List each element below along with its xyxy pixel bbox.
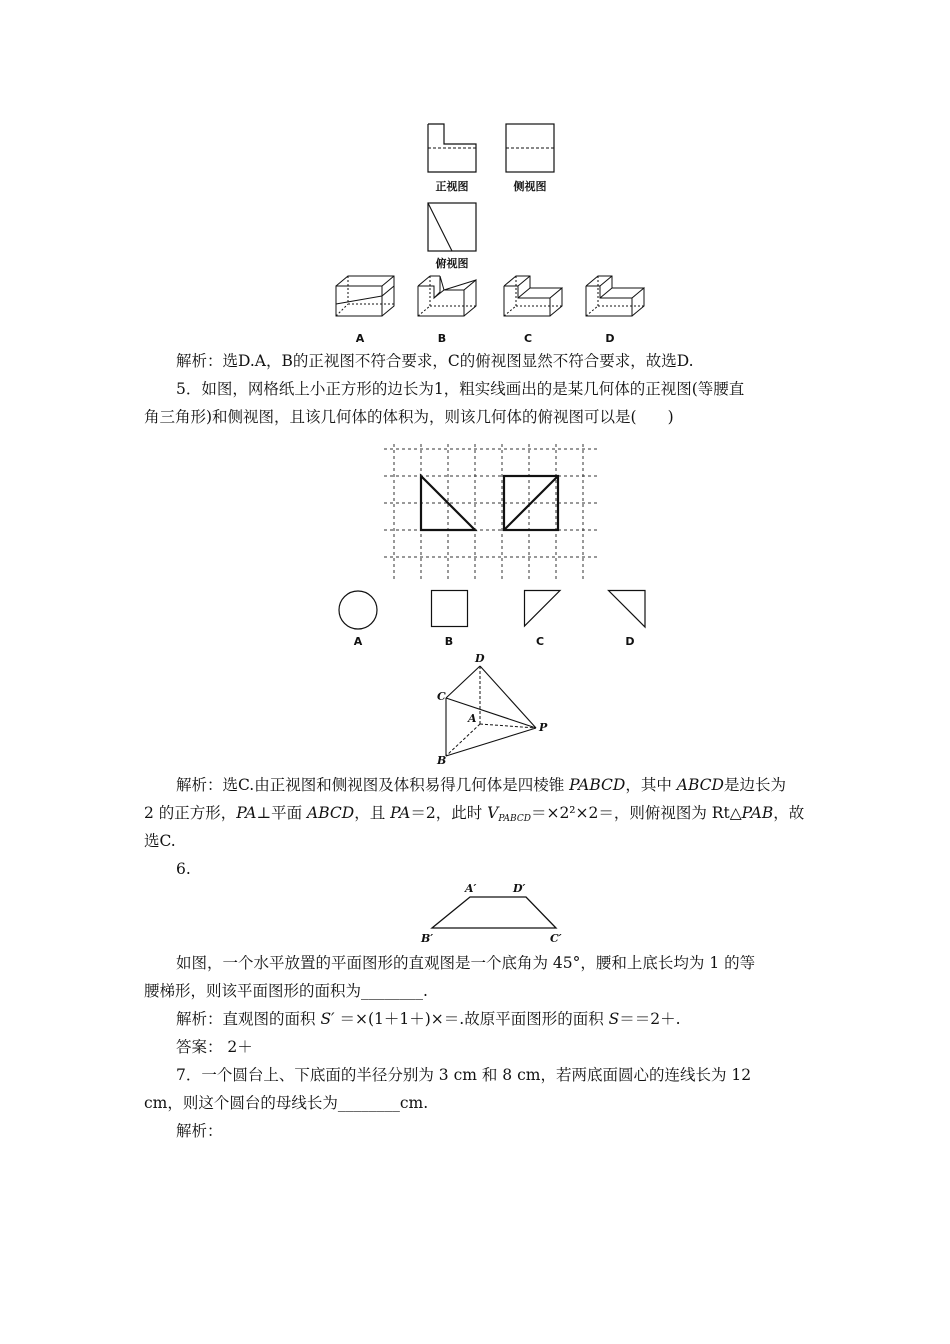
q4-option-a-label: A	[355, 332, 365, 345]
q5-analysis-line3: 选C.	[144, 832, 176, 850]
trapezoid-label-a: A′	[465, 882, 477, 895]
q4-option-a-solid	[336, 274, 398, 318]
q5-analysis-line2: 2 的正方形，PA⊥平面 ABCD，且 PA＝2，此时 $V_{PABCD}=\times 2^2\times 2=$，则俯视图为 Rt△PAB，故	[144, 804, 805, 824]
q4-analysis: 解析：选D.A，B的正视图不符合要求，C的俯视图显然不符合要求，故选D.	[176, 352, 694, 370]
q5-option-b-label: B	[444, 635, 454, 648]
q7-question-line1: 7．一个圆台上、下底面的半径分别为 3 cm 和 8 cm，若两底面圆心的连线长为 12	[176, 1066, 752, 1084]
front-view-figure	[428, 124, 476, 172]
q6-question-line1: 如图，一个水平放置的平面图形的直观图是一个底角为 45°，腰和上底长均为 1 的等	[176, 954, 756, 972]
front-view-caption: 正视图	[435, 180, 469, 193]
q4-option-c-label: C	[523, 332, 533, 345]
top-view-caption: 俯视图	[435, 257, 469, 270]
q4-option-b-label: B	[437, 332, 447, 345]
pyramid-label-a: A	[468, 712, 477, 725]
q7-analysis: 解析：	[176, 1122, 223, 1140]
side-view-caption: 侧视图	[513, 180, 547, 193]
q6-analysis: 解析：直观图的面积 S′ ＝×(1＋1＋)×＝.故原平面图形的面积 S＝＝2＋.	[176, 1010, 681, 1028]
pyramid-label-p: P	[539, 721, 548, 734]
q5-option-b-square	[431, 590, 468, 627]
pyramid-pabcd-figure	[440, 660, 550, 760]
q5-option-d-label: D	[625, 635, 635, 648]
q4-option-d-solid	[586, 274, 648, 318]
side-view-figure	[506, 124, 554, 172]
q6-question-line2: 腰梯形，则该平面图形的面积为________.	[144, 982, 428, 1000]
trapezoid-figure	[424, 894, 564, 930]
pyramid-label-c: C	[437, 690, 446, 703]
pyramid-label-d: D	[475, 652, 485, 665]
q6-number: 6.	[176, 860, 191, 878]
q4-option-b-solid	[418, 274, 480, 318]
q7-question-line2: cm，则这个圆台的母线长为________cm.	[144, 1094, 429, 1112]
q5-analysis-line1: 解析：选C.由正视图和侧视图及体积易得几何体是四棱锥 PABCD，其中 ABCD是边长为	[176, 776, 786, 794]
q6-answer: 答案： 2＋	[176, 1038, 253, 1056]
q5-question-line1: 5．如图，网格纸上小正方形的边长为1，粗实线画出的是某几何体的正视图(等腰直	[176, 380, 745, 398]
q5-option-a-circle	[338, 590, 378, 630]
pyramid-label-b: B	[437, 754, 447, 767]
q5-option-a-label: A	[353, 635, 363, 648]
trapezoid-label-d: D′	[513, 882, 526, 895]
q5-question-line2: 角三角形)和侧视图，且该几何体的体积为，则该几何体的俯视图可以是( )	[144, 408, 674, 426]
trapezoid-label-b: B′	[421, 932, 434, 945]
q5-option-c-triangle	[524, 590, 561, 627]
q5-grid-figure	[384, 444, 600, 580]
q5-option-d-triangle	[608, 590, 646, 628]
trapezoid-label-c: C′	[550, 932, 562, 945]
q4-option-d-label: D	[605, 332, 615, 345]
top-view-figure	[428, 203, 476, 251]
q5-option-c-label: C	[535, 635, 545, 648]
q4-option-c-solid	[504, 274, 566, 318]
